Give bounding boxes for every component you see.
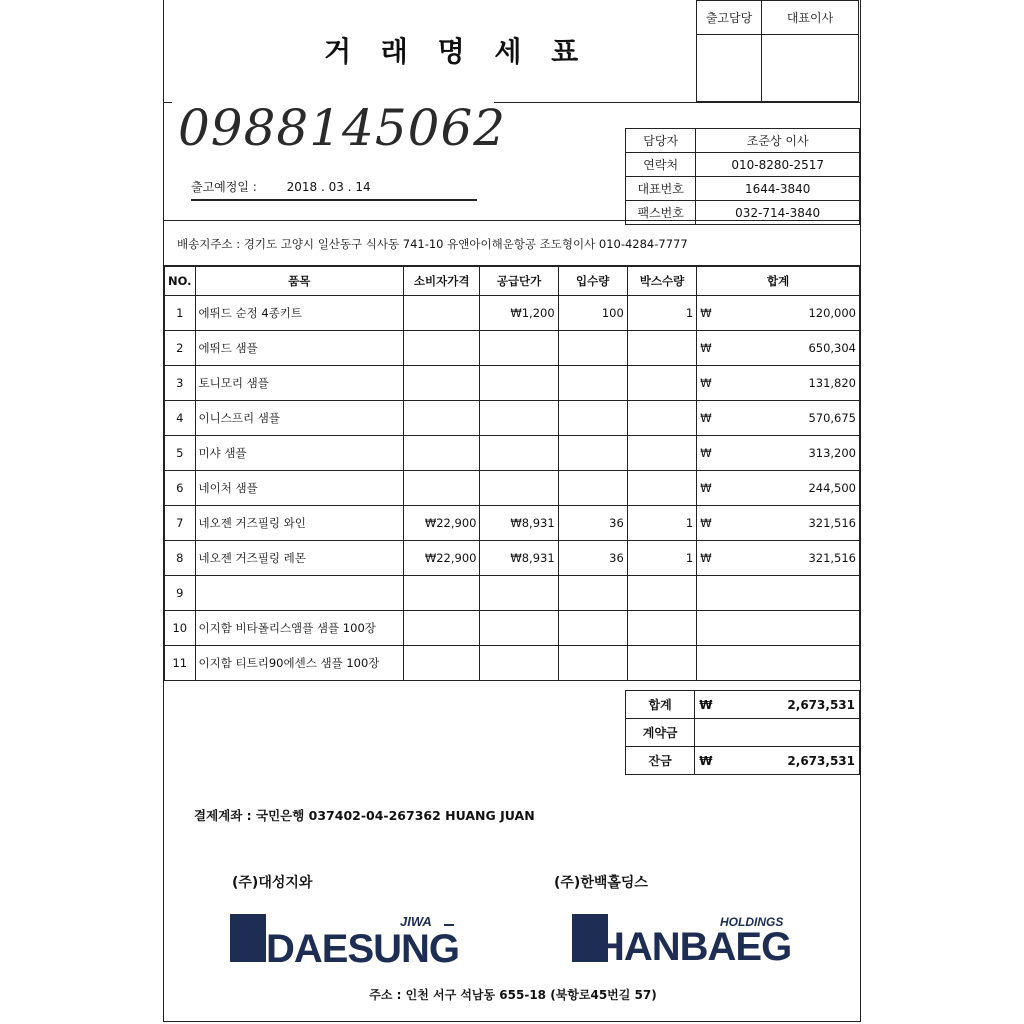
cell-no: 8 [165,541,196,576]
col-header-item: 품목 [195,267,403,296]
cell-item: 이지함 비타폴리스앰플 샘플 100장 [195,611,403,646]
cell-retail [403,611,480,646]
approval-col1-stamp [697,35,762,102]
table-row [165,611,860,646]
total-value: 313,200 [808,446,856,460]
contact-table [625,128,860,225]
cell-total [697,366,860,401]
items-table [164,266,860,681]
phone-watermark: 0988145062 [172,92,494,164]
cell-unit: ₩8,931 [480,541,558,576]
currency-symbol: ₩ [699,697,713,712]
balance-value: 2,673,531 [787,753,855,768]
balance-label: 잔금 [626,747,695,775]
due-date-line [191,178,477,201]
cell-no: 5 [165,436,196,471]
cell-item: 토니모리 샘플 [195,366,403,401]
cell-total [697,436,860,471]
cell-item: 에뛰드 샘플 [195,331,403,366]
cell-unit: ₩8,931 [480,506,558,541]
cell-box: 1 [627,541,696,576]
col-header-box: 박스수량 [627,267,696,296]
cell-retail [403,646,480,681]
cell-box [627,366,696,401]
due-date-value: 2018 . 03 . 14 [286,180,371,194]
total-value: 120,000 [808,306,856,320]
cell-item: 이지함 티트리90에센스 샘플 100장 [195,646,403,681]
table-row [165,366,860,401]
cell-unit [480,401,558,436]
table-row [165,296,860,331]
totals-row [626,719,860,747]
sum-cell [695,691,860,719]
table-row [165,506,860,541]
col-header-unit: 공급단가 [480,267,558,296]
cell-retail [403,401,480,436]
cell-retail: ₩22,900 [403,506,480,541]
bank-account: 결제계좌 : 국민은행 037402-04-267362 HUANG JUAN [194,808,535,823]
contact-value: 010-8280-2517 [696,153,860,177]
cell-item: 네이처 샘플 [195,471,403,506]
items-header-row [165,267,860,296]
logo-main-text: DAESUNG [266,927,460,966]
cell-qty [558,331,627,366]
cell-box: 1 [627,506,696,541]
cell-box: 1 [627,296,696,331]
contact-row [626,177,860,201]
cell-total [697,611,860,646]
cell-no: 11 [165,646,196,681]
cell-unit [480,611,558,646]
cell-qty [558,646,627,681]
cell-qty [558,366,627,401]
cell-unit [480,331,558,366]
cell-no: 7 [165,506,196,541]
cell-box [627,401,696,436]
table-row [165,436,860,471]
currency-symbol: ₩ [700,341,712,355]
cell-qty [558,401,627,436]
cell-total [697,331,860,366]
cell-total [697,506,860,541]
col-header-retail: 소비자가격 [403,267,480,296]
company1-name: (주)대성지와 [232,875,313,891]
cell-no: 2 [165,331,196,366]
hanbaeg-logo [572,908,806,966]
cell-unit [480,646,558,681]
contact-label: 대표번호 [626,177,696,201]
cell-box [627,471,696,506]
document-title: 거 래 명 세 표 [324,35,589,68]
items-body [165,296,860,681]
col-header-total: 합계 [697,267,860,296]
table-row [165,401,860,436]
cell-retail [403,296,480,331]
cell-no: 3 [165,366,196,401]
cell-qty [558,611,627,646]
cell-no: 9 [165,576,196,611]
company-address: 주소 : 인천 서구 석남동 655-18 (북항로45번길 57) [369,988,657,1002]
cell-qty [558,471,627,506]
cell-no: 6 [165,471,196,506]
logo-sub-text: JIWA [400,914,432,929]
cell-unit [480,576,558,611]
totals-row [626,747,860,775]
col-header-no: NO. [165,267,196,296]
deposit-value [695,719,860,747]
company2-name: (주)한백홀딩스 [554,875,648,891]
cell-unit: ₩1,200 [480,296,558,331]
currency-symbol: ₩ [700,551,712,565]
contact-label: 팩스번호 [626,201,696,225]
total-value: 650,304 [808,341,856,355]
cell-total [697,541,860,576]
currency-symbol: ₩ [700,306,712,320]
currency-symbol: ₩ [699,753,713,768]
cell-unit [480,366,558,401]
sum-value: 2,673,531 [787,697,855,712]
approval-box [696,0,859,102]
due-date-label: 출고예정일 : [191,180,257,194]
cell-total [697,296,860,331]
totals-row [626,691,860,719]
approval-col1-label: 출고담당 [697,1,762,35]
currency-symbol: ₩ [700,411,712,425]
logo-sub-text: HOLDINGS [720,915,784,929]
total-value: 321,516 [808,516,856,530]
contact-value: 1644-3840 [696,177,860,201]
logo-block [230,914,266,962]
table-row [165,471,860,506]
cell-box [627,646,696,681]
table-row [165,646,860,681]
totals-table [625,690,860,775]
contact-row [626,201,860,225]
shipping-address: 배송지주소 : 경기도 고양시 일산동구 식사동 741-10 유앤아이해운항공 조도형이사 010-4284-7777 [177,237,688,251]
cell-item: 네오젠 거즈필링 와인 [195,506,403,541]
cell-retail [403,366,480,401]
contact-value: 032-714-3840 [696,201,860,225]
contact-label: 연락처 [626,153,696,177]
contact-label: 담당자 [626,129,696,153]
contact-row [626,129,860,153]
cell-qty: 36 [558,541,627,576]
cell-box [627,436,696,471]
cell-retail [403,471,480,506]
cell-qty [558,576,627,611]
cell-box [627,611,696,646]
cell-total [697,576,860,611]
cell-total [697,471,860,506]
cell-qty [558,436,627,471]
total-value: 321,516 [808,551,856,565]
contact-row [626,153,860,177]
table-row [165,331,860,366]
total-value: 131,820 [808,376,856,390]
cell-retail [403,576,480,611]
contact-value: 조준상 이사 [696,129,860,153]
cell-item: 미샤 샘플 [195,436,403,471]
cell-total [697,401,860,436]
approval-col2-stamp [762,35,859,102]
cell-qty: 100 [558,296,627,331]
daesung-logo [230,908,466,966]
balance-cell [695,747,860,775]
approval-col2-label: 대표이사 [762,1,859,35]
cell-retail [403,436,480,471]
table-row [165,541,860,576]
col-header-qty: 입수량 [558,267,627,296]
cell-item: 에뛰드 순정 4종키트 [195,296,403,331]
sum-label: 합계 [626,691,695,719]
cell-item: 네오젠 거즈필링 레몬 [195,541,403,576]
cell-unit [480,436,558,471]
cell-box [627,331,696,366]
logo-main-text: HANBAEG [596,925,792,966]
table-row [165,576,860,611]
cell-retail: ₩22,900 [403,541,480,576]
deposit-label: 계약금 [626,719,695,747]
total-value: 570,675 [808,411,856,425]
currency-symbol: ₩ [700,376,712,390]
currency-symbol: ₩ [700,481,712,495]
currency-symbol: ₩ [700,516,712,530]
currency-symbol: ₩ [700,446,712,460]
cell-qty: 36 [558,506,627,541]
cell-retail [403,331,480,366]
cell-no: 4 [165,401,196,436]
cell-unit [480,471,558,506]
total-value: 244,500 [808,481,856,495]
cell-no: 1 [165,296,196,331]
logo-underline [444,924,454,926]
cell-no: 10 [165,611,196,646]
cell-item [195,576,403,611]
cell-box [627,576,696,611]
cell-item: 이니스프리 샘플 [195,401,403,436]
cell-total [697,646,860,681]
